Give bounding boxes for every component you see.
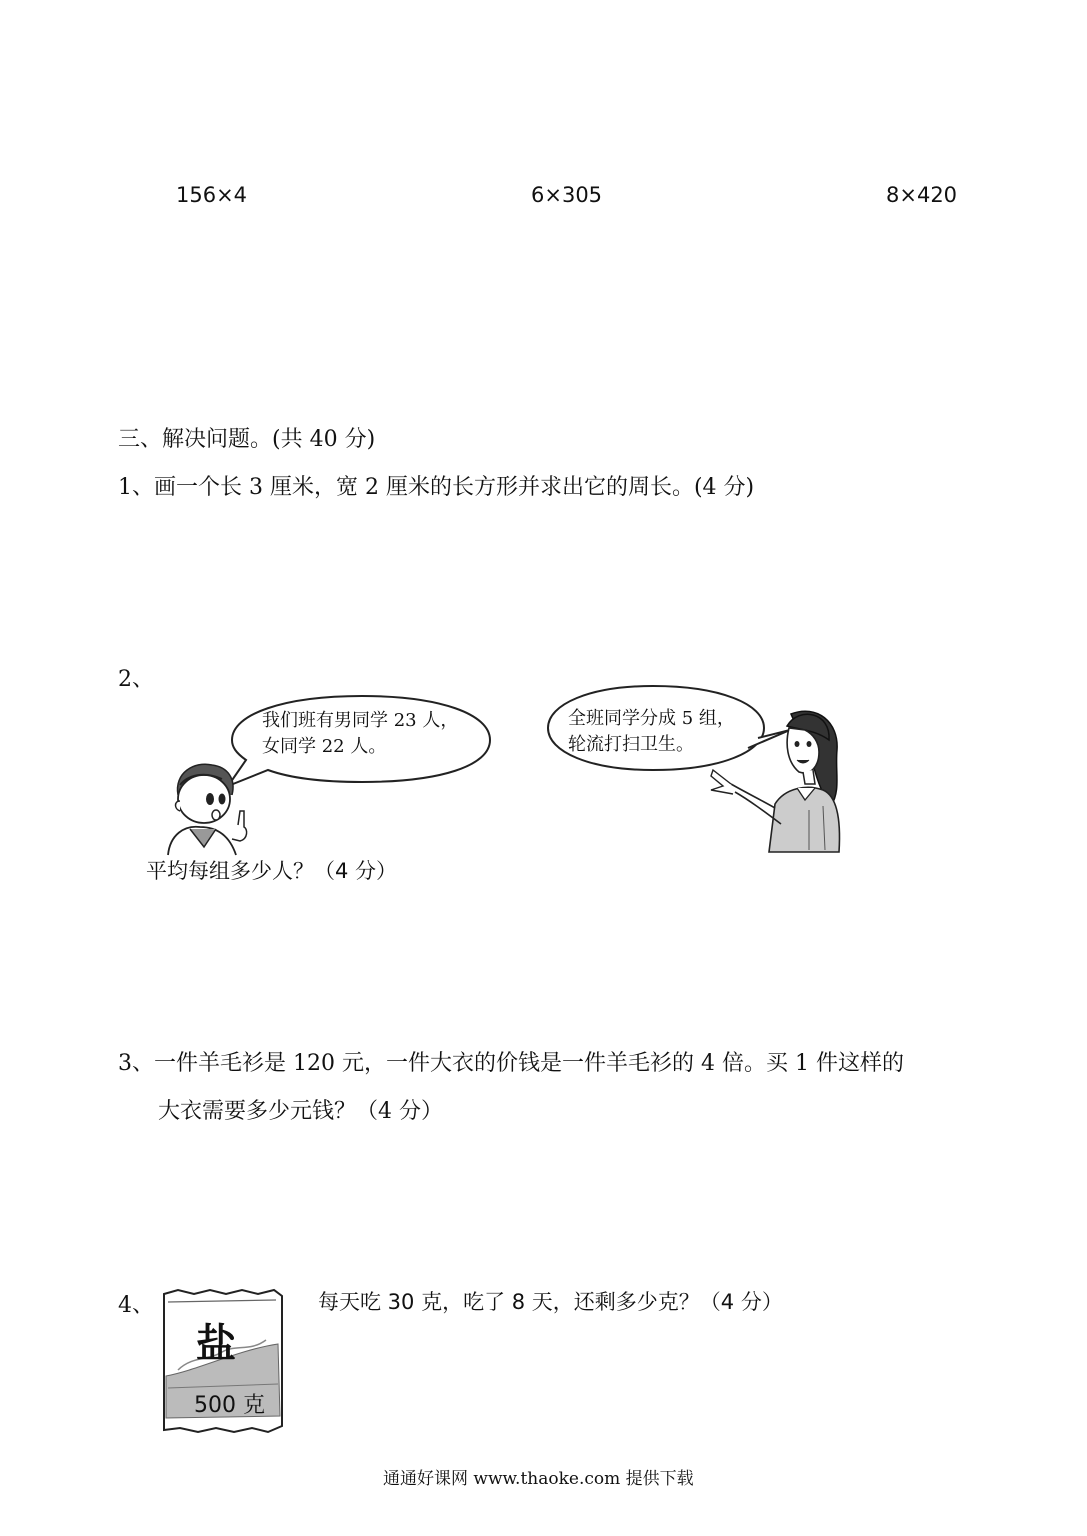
page-footer: 通通好课网 www.thaoke.com 提供下载 — [383, 1469, 694, 1489]
boy-bubble-line-1: 我们班有男同学 23 人， — [262, 710, 459, 731]
teacher-bubble-line-1: 全班同学分成 5 组， — [568, 708, 735, 729]
section-title: 三、解决问题。(共 40 分) — [118, 427, 376, 452]
teacher-bubble-line-2: 轮流打扫卫生。 — [568, 734, 694, 755]
question-1: 1、画一个长 3 厘米，宽 2 厘米的长方形并求出它的周长。(4 分) — [118, 475, 755, 500]
boy-illustration — [160, 755, 260, 855]
question-4-number: 4、 — [118, 1293, 154, 1318]
boy-bubble-line-2: 女同学 22 人。 — [262, 736, 387, 757]
calc-item-1: 156×4 — [176, 183, 248, 207]
question-2-text: 平均每组多少人？（4 分） — [146, 859, 398, 883]
question-4-text: 每天吃 30 克，吃了 8 天，还剩多少克？（4 分） — [318, 1290, 783, 1314]
salt-bag-weight: 500 克 — [194, 1393, 265, 1418]
question-3-line-2: 大衣需要多少元钱？（4 分） — [158, 1099, 443, 1124]
calc-item-3: 8×420 — [886, 183, 958, 207]
teacher-illustration — [705, 700, 845, 852]
question-3-line-1: 3、一件羊毛衫是 120 元，一件大衣的价钱是一件羊毛衫的 4 倍。买 1 件这样的 — [118, 1051, 904, 1076]
calc-item-2: 6×305 — [531, 183, 603, 207]
question-2-number: 2、 — [118, 667, 154, 692]
salt-bag-label: 盐 — [196, 1321, 236, 1367]
